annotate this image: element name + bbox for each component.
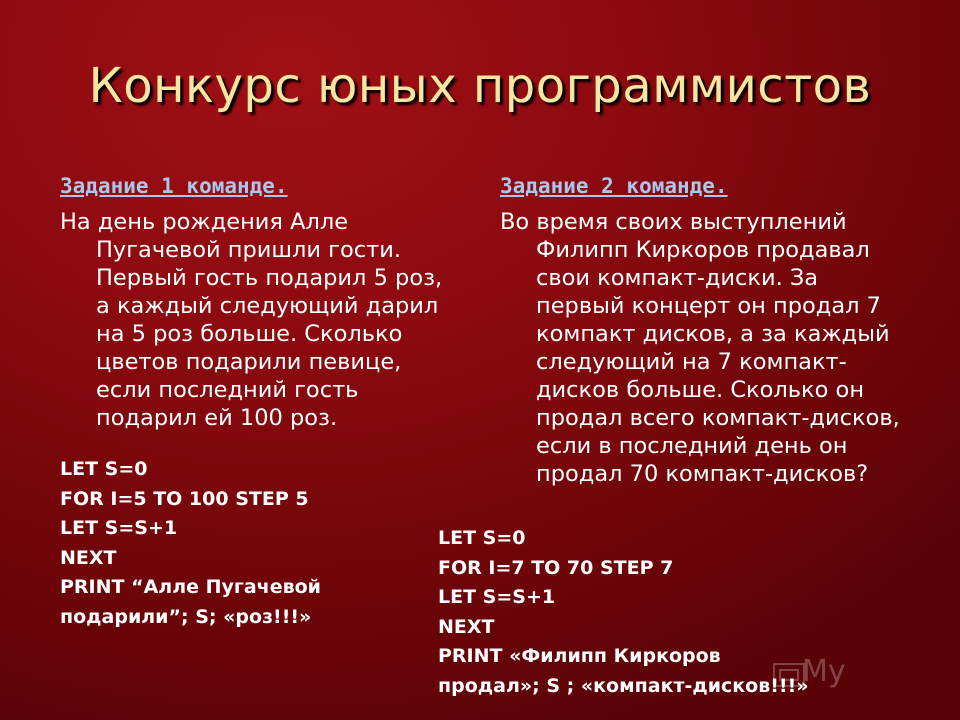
code-line: LET S=0 bbox=[60, 458, 148, 480]
watermark-text: My bbox=[802, 654, 846, 689]
code-line: PRINT «Филипп Киркоров bbox=[438, 645, 721, 667]
task1-text: На день рождения Алле Пугачевой пришли гости. Первый гость подарил 5 роз, а каждый следующий дарил на 5 роз больше. Сколько цветов подарили певице, если последний гость подарил ей 100 роз. bbox=[60, 209, 443, 431]
code-line: FOR I=5 TO 100 STEP 5 bbox=[60, 487, 309, 510]
task2-text: Во время своих выступлений Филипп Киркоров продавал свои компакт-диски. За первый концерт он продал 7 компакт дисков, а за каждый следующий на 7 компакт-дисков больше. Сколько он продал всего компакт-дисков, если в последний день он продал 70 компакт-дисков? bbox=[500, 209, 900, 487]
code-line: NEXT bbox=[60, 546, 117, 569]
task2-heading[interactable]: Задание 2 команде. bbox=[500, 174, 728, 198]
code-line: PRINT “Алле Пугачевой bbox=[60, 576, 321, 598]
code-line: FOR I=7 TO 70 STEP 7 bbox=[438, 556, 674, 579]
code-line: LET S=S+1 bbox=[60, 517, 178, 539]
code-line: подарили”; S; «роз!!!» bbox=[60, 605, 312, 628]
task1-heading[interactable]: Задание 1 команде. bbox=[60, 174, 288, 198]
task2-block bbox=[500, 172, 910, 488]
code-line: LET S=0 bbox=[438, 527, 526, 549]
code-line: продал»; S ; «компакт-дисков!!!» bbox=[438, 674, 809, 697]
slide-title: Конкурс юных программистов bbox=[88, 58, 872, 114]
task2-code bbox=[438, 524, 918, 701]
code-line: LET S=S+1 bbox=[438, 586, 556, 608]
code-line: NEXT bbox=[438, 615, 495, 638]
task1-code bbox=[60, 455, 400, 632]
task1-block bbox=[60, 172, 460, 432]
